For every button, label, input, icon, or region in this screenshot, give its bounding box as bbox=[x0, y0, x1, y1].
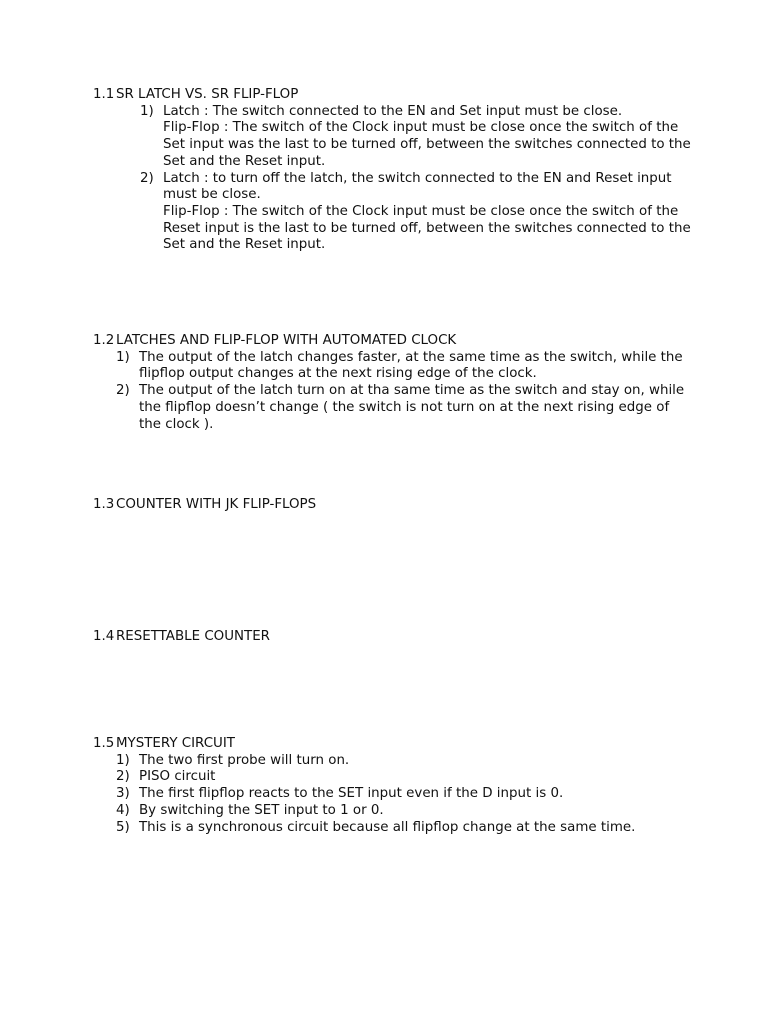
list-marker: 3) bbox=[116, 786, 130, 802]
section-heading bbox=[93, 629, 693, 646]
section-title: MYSTERY CIRCUIT bbox=[116, 736, 235, 751]
list-item-body bbox=[163, 104, 693, 171]
section-heading bbox=[93, 87, 693, 104]
list-item-body bbox=[163, 171, 693, 255]
paragraph: The output of the latch changes faster, at the same time as the switch, while the flipflop output changes at the next rising edge of the clock. bbox=[139, 349, 683, 382]
list-marker: 4) bbox=[116, 802, 130, 818]
answer-list bbox=[93, 104, 693, 254]
list-marker: 1) bbox=[116, 349, 130, 365]
list-item bbox=[116, 786, 693, 803]
list-item-body: PISO circuit bbox=[139, 769, 216, 785]
list-marker: 2) bbox=[116, 769, 130, 785]
section-number: 1.1 bbox=[93, 87, 115, 102]
section-number: 1.4 bbox=[93, 629, 115, 644]
paragraph: The output of the latch turn on at tha same time as the switch and stay on, while the flipflop doesn’t change ( the switch is not turn on at the next rising edge of the clock ). bbox=[139, 383, 685, 432]
section-1-1 bbox=[93, 87, 693, 254]
list-item bbox=[140, 171, 693, 255]
list-item bbox=[116, 753, 693, 770]
section-title: RESETTABLE COUNTER bbox=[116, 629, 270, 644]
list-item-body: The two first probe will turn on. bbox=[139, 752, 350, 768]
section-1-2 bbox=[93, 333, 693, 433]
list-item bbox=[140, 104, 693, 171]
list-marker: 1) bbox=[116, 752, 130, 768]
list-item-body: This is a synchronous circuit because all flipflop change at the same time. bbox=[139, 819, 636, 835]
list-item bbox=[116, 383, 693, 433]
section-1-5 bbox=[93, 736, 693, 836]
answer-list bbox=[93, 350, 693, 434]
paragraph: Flip-Flop : The switch of the Clock input must be close once the switch of the Set input was the last to be turned off, between the switches connected to the Set and the Reset input. bbox=[163, 120, 691, 169]
list-item bbox=[116, 820, 693, 837]
list-item-body: The first flipflop reacts to the SET input even if the D input is 0. bbox=[139, 786, 564, 802]
list-item bbox=[116, 769, 693, 786]
section-1-4 bbox=[93, 629, 693, 646]
section-title: COUNTER WITH JK FLIP-FLOPS bbox=[116, 497, 317, 512]
list-item bbox=[116, 803, 693, 820]
paragraph: Flip-Flop : The switch of the Clock input must be close once the switch of the Reset input is the last to be turned off, between the switches connected to the Set and the Reset input. bbox=[163, 203, 691, 253]
list-item-body bbox=[139, 350, 693, 383]
list-item-body: By switching the SET input to 1 or 0. bbox=[139, 802, 384, 818]
section-number: 1.3 bbox=[93, 497, 115, 512]
list-marker: 1) bbox=[140, 103, 154, 119]
paragraph: Latch : to turn off the latch, the switch connected to the EN and Reset input must be close. bbox=[163, 170, 672, 203]
section-number: 1.5 bbox=[93, 736, 115, 751]
section-title: SR LATCH VS. SR FLIP-FLOP bbox=[116, 87, 299, 102]
list-marker: 2) bbox=[140, 170, 154, 186]
list-marker: 2) bbox=[116, 383, 130, 399]
section-heading bbox=[93, 333, 693, 350]
list-item-body bbox=[139, 383, 693, 433]
section-heading bbox=[93, 736, 693, 753]
list-item bbox=[116, 350, 693, 383]
answer-list bbox=[93, 753, 693, 837]
section-number: 1.2 bbox=[93, 333, 115, 348]
section-title: LATCHES AND FLIP-FLOP WITH AUTOMATED CLOCK bbox=[116, 333, 457, 348]
section-1-3 bbox=[93, 497, 693, 514]
list-marker: 5) bbox=[116, 819, 130, 835]
section-heading bbox=[93, 497, 693, 514]
paragraph: Latch : The switch connected to the EN and Set input must be close. bbox=[163, 103, 623, 119]
